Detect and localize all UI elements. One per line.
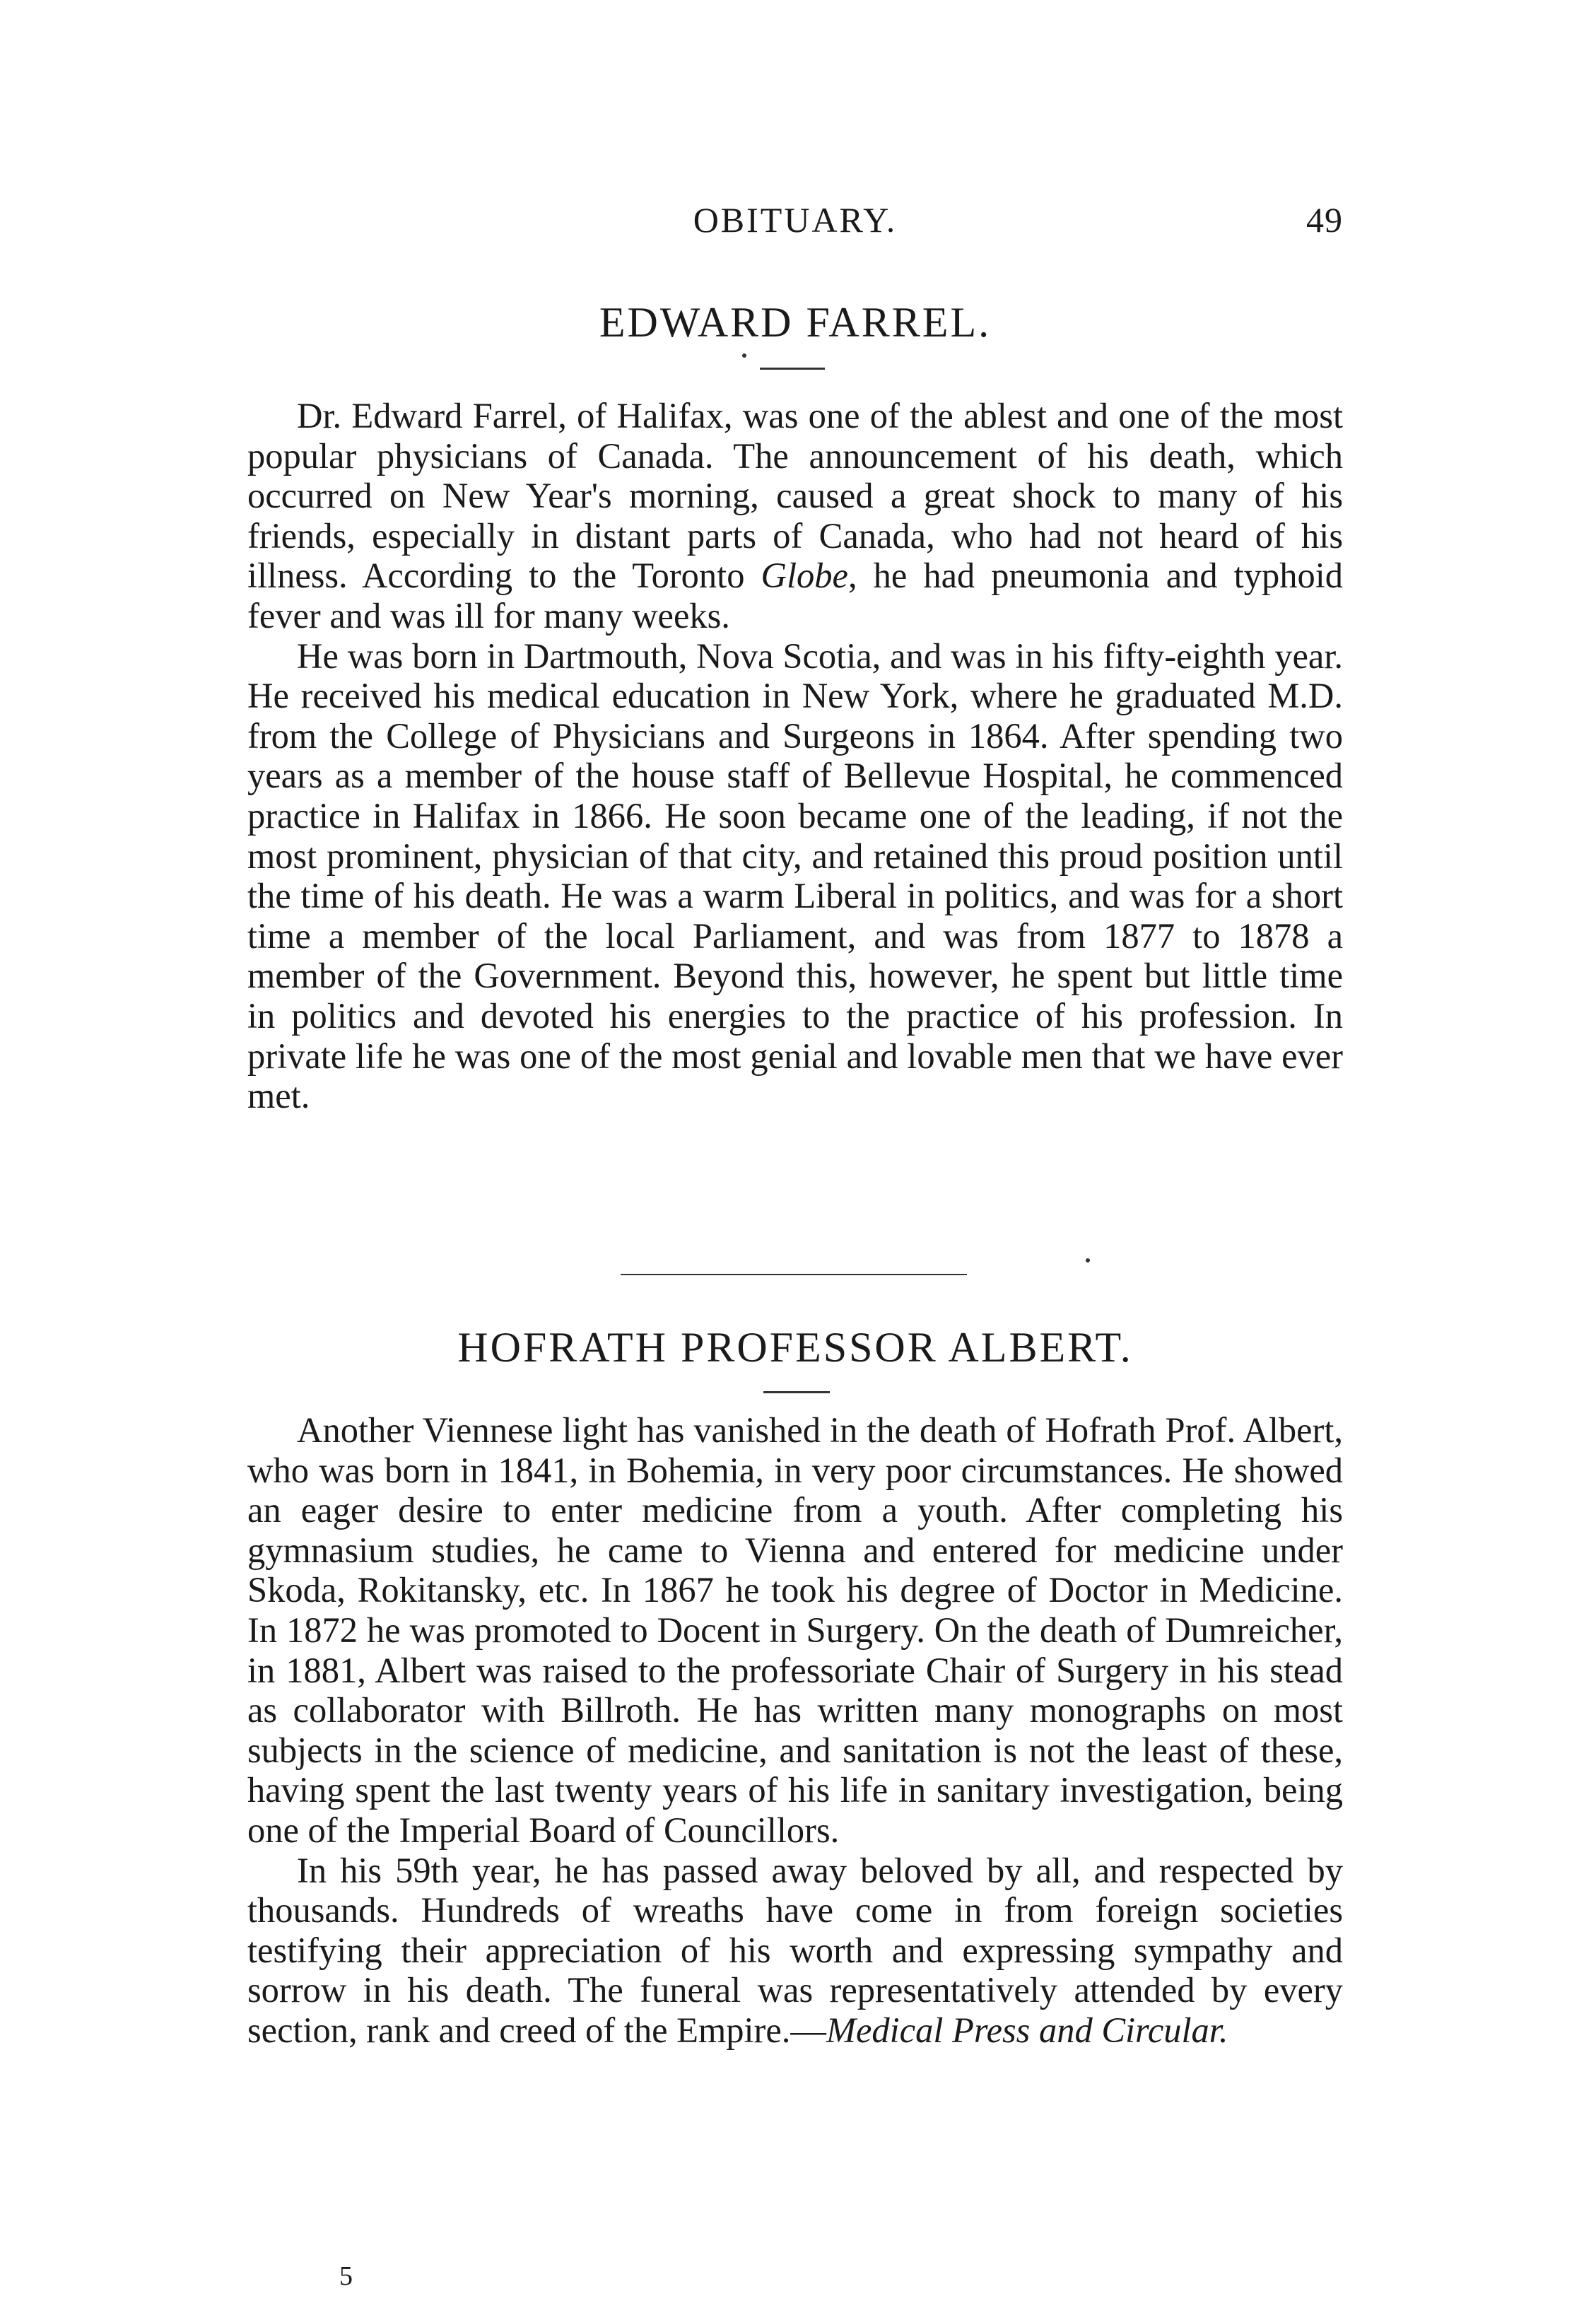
article-title-albert: HOFRATH PROFESSOR ALBERT. (457, 1324, 1133, 1371)
text-run: Dr. Edward Farrel, of Halifax, was one of the ablest and one of the most popular physicians of Canada. The announcement of his death, which occurred on New Year's morning, caused a great shock to many of his friends, especially in distant parts of Canada, who had not heard of his illness. According to the Toronto (247, 396, 1343, 596)
signature-mark: 5 (339, 2261, 353, 2291)
title-rule (760, 368, 825, 370)
article-separator (621, 1274, 967, 1275)
title-rule (763, 1391, 830, 1393)
paragraph (247, 1851, 1343, 2051)
running-title: OBITUARY. (693, 200, 898, 240)
article-title-farrel: EDWARD FARREL. (599, 299, 992, 346)
italic-text: Medical Press and Circular. (826, 2010, 1228, 2050)
page-header (247, 199, 1343, 242)
stray-dot (1086, 1258, 1090, 1263)
text-run: He was born in Dartmouth, Nova Scotia, and was in his fifty-eighth year. He received his medical education in New York, where he graduated M.D. from the College of Physicians and Surgeons in 1864. After spending two years as a member of the house staff of Bellevue Hospital, he commenced practice in Halifax in 1866. He soon became one of the leading, if not the most prominent, physician of that city, and retained this proud position until the time of his death. He was a warm Liberal in politics, and was for a short time a member of the local Parliament, and was from 1877 to 1878 a member of the Government. Beyond this, however, he spent but little time in politics and devoted his energies to the practice of his profession. In private life he was one of the most genial and lovable men that we have ever met. (247, 635, 1343, 1116)
article-body-farrel (247, 396, 1343, 1116)
paragraph (247, 636, 1343, 1116)
page-number: 49 (1306, 200, 1343, 240)
paragraph (247, 1410, 1343, 1851)
italic-text: Globe (761, 556, 848, 596)
text-run: In his 59th year, he has passed away beloved by all, and respected by thousands. Hundreds of wreaths have come in from foreign societies testifying their appreciation of his worth and expressing sympathy and sorrow in his death. The funeral was representatively attended by every section, rank and creed of the Empire.— (247, 1850, 1343, 2050)
text-run: , he had pneumonia and typhoid fever and was ill for many weeks. (247, 556, 1343, 635)
article-body-albert (247, 1410, 1343, 2051)
paragraph (247, 396, 1343, 636)
text-run: Another Viennese light has vanished in the death of Hofrath Prof. Albert, who was born in 1841, in Bohemia, in very poor circumstances. He showed an eager desire to enter medicine from a youth. After completing his gymnasium studies, he came to Vienna and entered for medicine under Skoda, Rokitansky, etc. In 1867 he took his degree of Doctor in Medicine. In 1872 he was promoted to Docent in Surgery. On the death of Dumreicher, in 1881, Albert was raised to the professoriate Chair of Surgery in his stead as collaborator with Billroth. He has written many monographs on most subjects in the science of medicine, and sanitation is not the least of these, having spent the last twenty years of his life in sanitary investigation, being one of the Imperial Board of Councillors. (247, 1410, 1343, 1850)
stray-dot (742, 353, 746, 358)
